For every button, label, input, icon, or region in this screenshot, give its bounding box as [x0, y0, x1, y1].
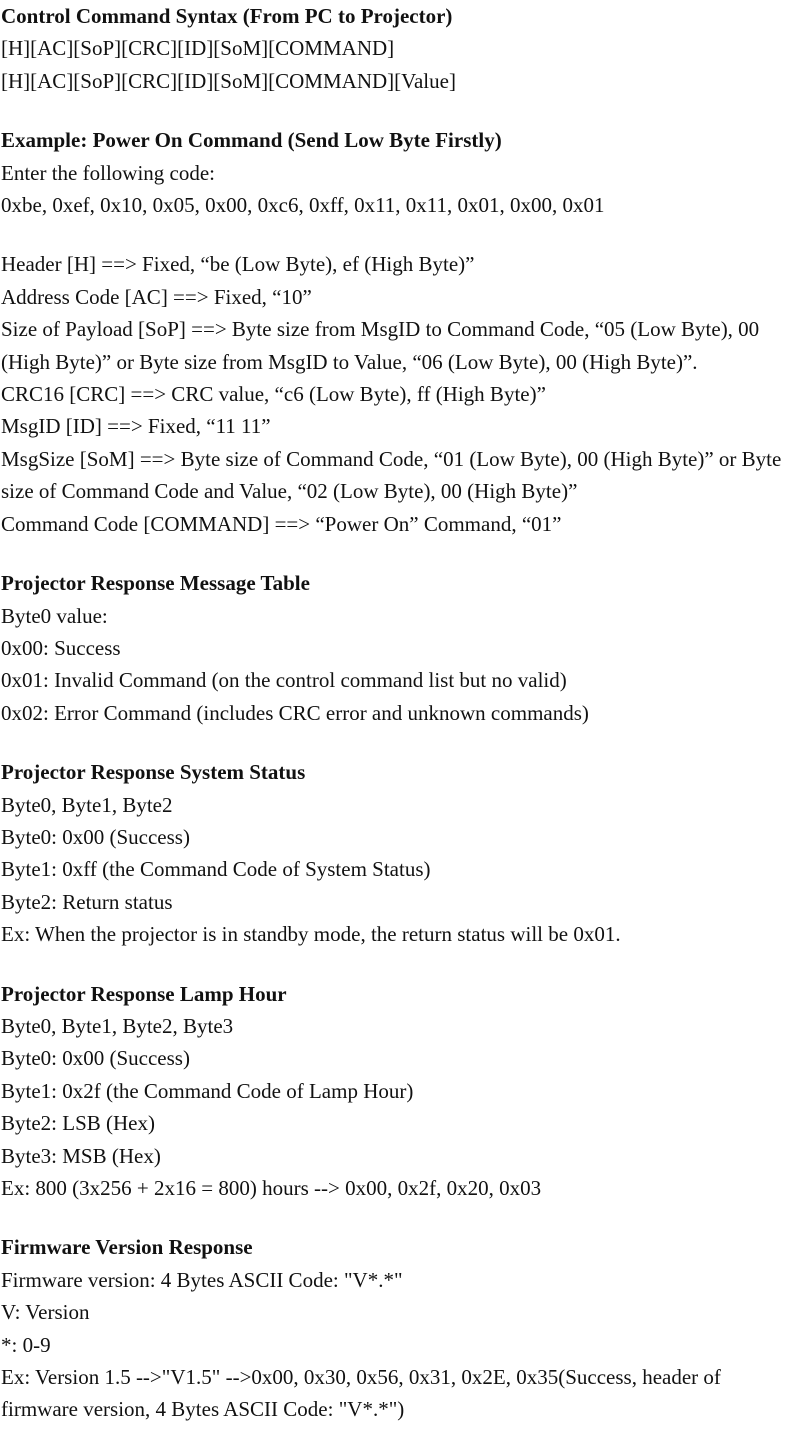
response-message-table-heading: Projector Response Message Table	[1, 571, 310, 596]
response-message-line-4: 0x02: Error Command (includes CRC error and unknown commands)	[1, 700, 589, 725]
field-definition-size-of-payload: Size of Payload [SoP] ==> Byte size from MsgID to Command Code, “05 (Low Byte), 00 (High Byte)” or Byte size from MsgID to Value, “06 (Low Byte), 00 (High Byte)”.	[1, 317, 760, 374]
system-status-line-5: Ex: When the projector is in standby mode, the return status will be 0x01.	[1, 922, 621, 947]
field-definition-address-code: Address Code [AC] ==> Fixed, “10”	[1, 284, 312, 309]
field-definition-crc16: CRC16 [CRC] ==> CRC value, “c6 (Low Byte), ff (High Byte)”	[1, 382, 546, 407]
example-section	[1, 124, 792, 221]
lamp-hour-line-4: Byte2: LSB (Hex)	[1, 1111, 155, 1136]
field-definition-msgid: MsgID [ID] ==> Fixed, “11 11”	[1, 414, 271, 439]
example-label: Example	[1, 128, 81, 153]
response-message-line-2: 0x00: Success	[1, 635, 121, 660]
example-title: Power On Command (Send Low Byte Firstly)	[92, 128, 502, 153]
firmware-line-4: Ex: Version 1.5 -->"V1.5" -->0x00, 0x30, 0x56, 0x31, 0x2E, 0x35(Success, header of firmware version, 4 Bytes ASCII Code: "V*.*")	[1, 1365, 721, 1422]
response-lamp-hour-heading: Projector Response Lamp Hour	[1, 981, 287, 1006]
firmware-version-response-section	[1, 1231, 792, 1425]
example-heading	[1, 124, 792, 156]
field-definition-msgsize: MsgSize [SoM] ==> Byte size of Command Code, “01 (Low Byte), 00 (High Byte)” or Byte size of Command Code and Value, “02 (Low Byte), 00 (High Byte)”	[1, 446, 782, 504]
control-command-syntax-heading: Control Command Syntax (From PC to Projector)	[1, 4, 453, 28]
example-separator: :	[80, 128, 93, 153]
syntax-line-1: [H][AC][SoP][CRC][ID][SoM][COMMAND]	[1, 36, 395, 61]
example-line-2: 0xbe, 0xef, 0x10, 0x05, 0x00, 0xc6, 0xff, 0x11, 0x11, 0x01, 0x00, 0x01	[1, 193, 605, 218]
system-status-line-3: Byte1: 0xff (the Command Code of System Status)	[1, 857, 431, 882]
firmware-line-3: *: 0-9	[1, 1332, 51, 1357]
response-system-status-heading: Projector Response System Status	[1, 760, 306, 785]
lamp-hour-line-3: Byte1: 0x2f (the Command Code of Lamp Hour)	[1, 1078, 414, 1103]
lamp-hour-line-5: Byte3: MSB (Hex)	[1, 1143, 161, 1168]
lamp-hour-line-2: Byte0: 0x00 (Success)	[1, 1046, 190, 1071]
system-status-line-2: Byte0: 0x00 (Success)	[1, 824, 190, 849]
system-status-line-4: Byte2: Return status	[1, 889, 173, 914]
field-definition-header: Header [H] ==> Fixed, “be (Low Byte), ef (High Byte)”	[1, 252, 475, 277]
field-definitions-section	[1, 248, 792, 540]
response-lamp-hour-section	[1, 978, 792, 1205]
response-message-line-1: Byte0 value:	[1, 603, 108, 628]
system-status-line-1: Byte0, Byte1, Byte2	[1, 792, 173, 817]
lamp-hour-line-6: Ex: 800 (3x256 + 2x16 = 800) hours --> 0x00, 0x2f, 0x20, 0x03	[1, 1176, 542, 1200]
firmware-version-response-heading: Firmware Version Response	[1, 1235, 253, 1260]
response-message-table-section	[1, 567, 792, 729]
firmware-line-1: Firmware version: 4 Bytes ASCII Code: "V*.*"	[1, 1267, 403, 1292]
syntax-line-2: [H][AC][SoP][CRC][ID][SoM][COMMAND][Value]	[1, 68, 456, 93]
example-line-1: Enter the following code:	[1, 160, 216, 185]
lamp-hour-line-1: Byte0, Byte1, Byte2, Byte3	[1, 1013, 234, 1038]
control-command-syntax-section	[1, 0, 792, 97]
response-system-status-section	[1, 756, 792, 950]
firmware-line-2: V: Version	[1, 1300, 90, 1325]
field-definition-command-code: Command Code [COMMAND] ==> “Power On” Command, “01”	[1, 511, 562, 536]
response-message-line-3: 0x01: Invalid Command (on the control command list but no valid)	[1, 668, 567, 693]
